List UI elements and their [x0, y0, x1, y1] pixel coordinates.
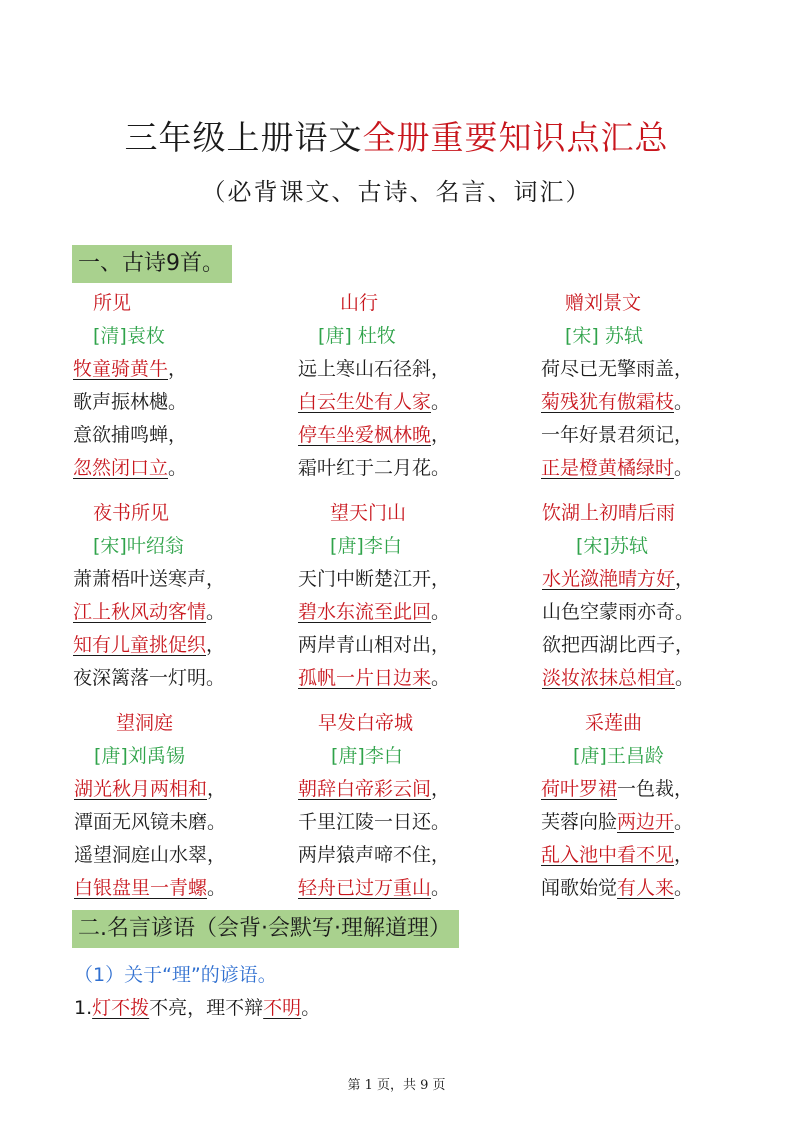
highlighted-phrase: 碧水东流至此回: [298, 601, 432, 623]
title-part-black: 三年级上册语文: [124, 118, 363, 157]
poem-6: [542, 497, 782, 695]
line-text: 欲把西湖比西子，: [542, 634, 695, 656]
highlighted-phrase: 有人来: [617, 877, 675, 899]
poem-line: [298, 839, 558, 872]
poem-line: [298, 773, 558, 806]
poem-line: [541, 872, 793, 905]
line-text: 远上寒山石径斜，: [298, 358, 451, 380]
poem-line: [541, 419, 793, 452]
poem-author: [唐]刘禹锡: [94, 745, 185, 767]
line-text: 。: [431, 667, 451, 689]
highlighted-phrase: 淡妆浓抹总相宜: [542, 667, 676, 689]
poem-title: 夜书所见: [93, 502, 170, 524]
poem-title: 山行: [340, 292, 379, 314]
line-text: 一色裁，: [617, 778, 694, 800]
poem-line: [298, 596, 570, 629]
poem-author: [清]袁枚: [93, 325, 165, 347]
line-text: 两岸猿声啼不住，: [298, 844, 451, 866]
line-text: ，: [431, 778, 451, 800]
proverb-text: 。: [301, 997, 321, 1019]
page-subtitle: （必背课文、古诗、名言、词汇）: [201, 178, 592, 206]
poem-title: 赠刘景文: [565, 292, 642, 314]
poem-author: [宋] 苏轼: [565, 325, 643, 347]
poem-8: [298, 707, 558, 905]
highlighted-phrase: 孤帆一片日边来: [298, 667, 432, 689]
highlighted-phrase: 牧童骑黄牛: [73, 358, 169, 380]
poem-title: 望天门山: [330, 502, 407, 524]
line-text: 千里江陵一日还。: [298, 811, 451, 833]
proverb-text: 不亮，理不辩: [149, 997, 264, 1019]
poem-line: [73, 629, 333, 662]
highlighted-phrase: 忽然闭口立: [73, 457, 169, 479]
highlighted-phrase: 白云生处有人家: [298, 391, 432, 413]
proverb-highlight: 不明: [263, 997, 302, 1019]
poem-author: [宋]叶绍翁: [93, 535, 184, 557]
line-text: 。: [431, 391, 451, 413]
line-text: ，: [207, 778, 227, 800]
line-text: 闻歌始觉: [541, 877, 618, 899]
line-text: 山色空蒙雨亦奇。: [542, 601, 695, 623]
line-text: 两岸青山相对出，: [298, 634, 451, 656]
poem-line: [298, 452, 580, 485]
highlighted-phrase: 乱入池中看不见: [541, 844, 675, 866]
poem-author: [唐]李白: [331, 745, 403, 767]
line-text: 遥望洞庭山水翠，: [74, 844, 227, 866]
poem-line: [542, 629, 782, 662]
line-text: ，: [206, 634, 226, 656]
poem-line: [298, 353, 580, 386]
poem-line: [298, 662, 570, 695]
highlighted-phrase: 朝辞白帝彩云间: [298, 778, 432, 800]
proverb-number: 1.: [74, 997, 93, 1019]
poem-line: [541, 386, 793, 419]
poem-9: [541, 707, 793, 905]
poem-3: [541, 287, 793, 485]
highlighted-phrase: 菊残犹有傲霜枝: [541, 391, 675, 413]
poem-line: [541, 452, 793, 485]
line-text: 。: [674, 391, 694, 413]
proverb-item-1: [74, 993, 320, 1020]
poem-line: [298, 872, 558, 905]
line-text: 萧萧梧叶送寒声，: [73, 568, 226, 590]
line-text: 荷尽已无擎雨盖，: [541, 358, 694, 380]
highlighted-phrase: 水光潋滟晴方好: [542, 568, 676, 590]
line-text: 潭面无风镜未磨。: [74, 811, 227, 833]
highlighted-phrase: 湖光秋月两相和: [74, 778, 208, 800]
poem-line: [298, 563, 570, 596]
poem-title: 饮湖上初晴后雨: [542, 502, 676, 524]
line-text: 霜叶红于二月花。: [298, 457, 451, 479]
poem-line: [541, 806, 793, 839]
highlighted-phrase: 江上秋风动客情: [73, 601, 207, 623]
line-text: 天门中断楚江开，: [298, 568, 451, 590]
line-text: 一年好景君须记，: [541, 424, 694, 446]
poem-1: [73, 287, 333, 485]
poem-line: [73, 452, 333, 485]
poem-line: [73, 596, 333, 629]
section-1-heading: 一、古诗9首。: [72, 245, 232, 283]
poem-line: [73, 563, 333, 596]
line-text: 。: [431, 601, 451, 623]
highlighted-phrase: 白银盘里一青螺: [74, 877, 208, 899]
highlighted-phrase: 正是橙黄橘绿时: [541, 457, 675, 479]
highlighted-phrase: 轻舟已过万重山: [298, 877, 432, 899]
line-text: 。: [674, 457, 694, 479]
line-text: 。: [674, 811, 694, 833]
line-text: ，: [431, 424, 451, 446]
poem-4: [73, 497, 333, 695]
line-text: 。: [431, 877, 451, 899]
poem-line: [298, 386, 580, 419]
highlighted-phrase: 知有儿童挑促织: [73, 634, 207, 656]
poem-line: [73, 386, 333, 419]
poem-line: [73, 419, 333, 452]
poem-line: [541, 773, 793, 806]
poem-title: 望洞庭: [116, 712, 174, 734]
page-title: [0, 112, 793, 159]
line-text: 夜深篱落一灯明。: [73, 667, 226, 689]
poem-line: [298, 806, 558, 839]
highlighted-phrase: 停车坐爱枫林晚: [298, 424, 432, 446]
poem-line: [541, 353, 793, 386]
poem-line: [542, 662, 782, 695]
line-text: ，: [674, 844, 694, 866]
poem-title: 早发白帝城: [318, 712, 414, 734]
poem-5: [298, 497, 570, 695]
proverb-highlight: 灯不拨: [92, 997, 150, 1019]
poem-line: [542, 563, 782, 596]
line-text: 。: [675, 667, 695, 689]
highlighted-phrase: 两边开: [617, 811, 675, 833]
line-text: ，: [168, 358, 188, 380]
line-text: 。: [168, 457, 188, 479]
line-text: 。: [207, 877, 227, 899]
line-text: 。: [206, 601, 226, 623]
poem-title: 采莲曲: [585, 712, 643, 734]
page-footer: 第 1 页，共 9 页: [347, 1078, 446, 1093]
line-text: 。: [674, 877, 694, 899]
poem-line: [73, 353, 333, 386]
poem-author: [唐] 杜牧: [318, 325, 396, 347]
proverb-sub-heading: （1）关于“理”的谚语。: [74, 964, 277, 986]
title-part-red: 全册重要知识点汇总: [362, 118, 669, 157]
section-2-heading: 二.名言谚语（会背·会默写·理解道理）: [72, 910, 459, 948]
line-text: 意欲捕鸣蝉，: [73, 424, 188, 446]
poem-author: [唐]李白: [330, 535, 402, 557]
poem-author: [唐]王昌龄: [573, 745, 664, 767]
line-text: 芙蓉向脸: [541, 811, 618, 833]
poem-line: [542, 596, 782, 629]
poem-line: [298, 629, 570, 662]
poem-title: 所见: [93, 292, 132, 314]
poem-line: [541, 839, 793, 872]
poem-line: [73, 662, 333, 695]
poem-author: [宋]苏轼: [576, 535, 648, 557]
line-text: ，: [675, 568, 695, 590]
line-text: 歌声振林樾。: [73, 391, 188, 413]
highlighted-phrase: 荷叶罗裙: [541, 778, 618, 800]
poem-line: [298, 419, 580, 452]
